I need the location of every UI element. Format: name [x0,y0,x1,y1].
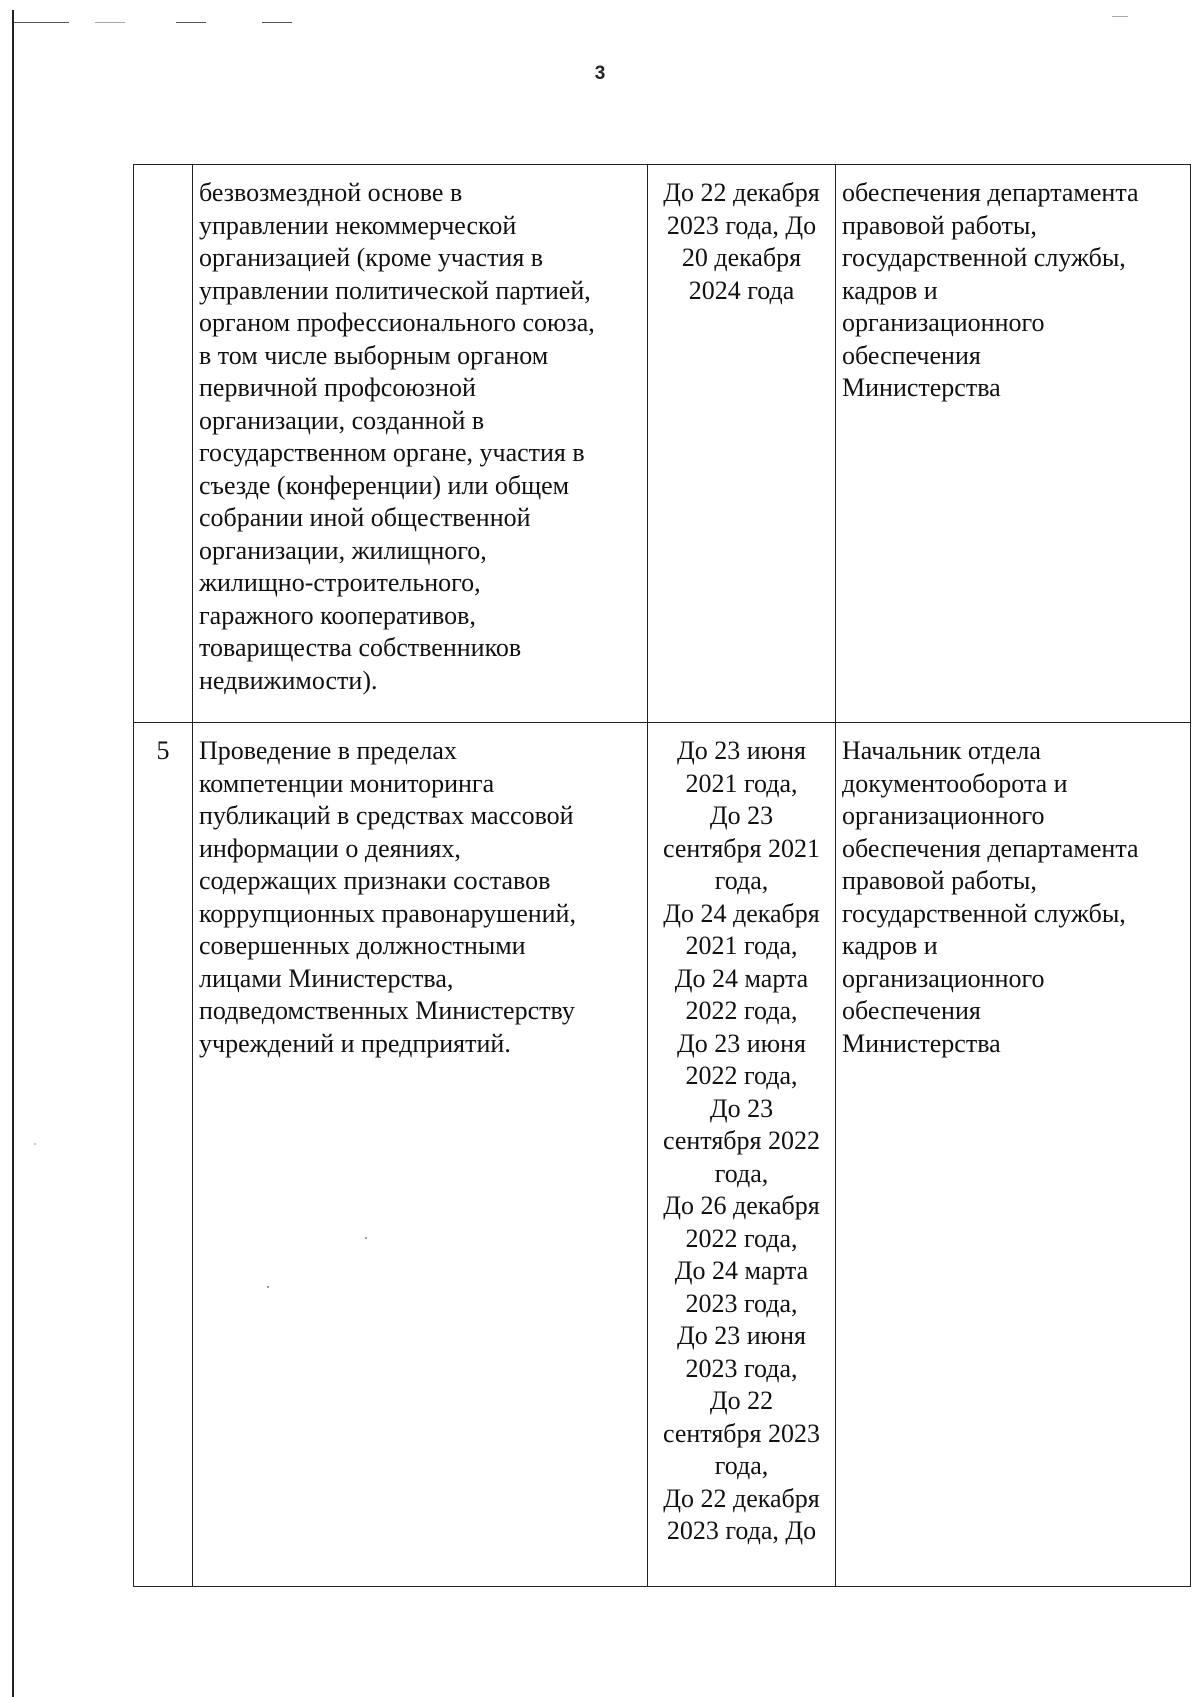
description-line: съезде (конференции) или общем [199,470,570,500]
deadline-line: 2024 года [688,275,795,305]
responsible-line: Министерства [842,373,1001,402]
row-number-cell: 5 [134,723,193,1587]
description-line: жилищно-строительного, [199,568,481,597]
description-line: государственном органе, участия в [199,438,585,467]
deadline-line: года, [714,1158,769,1188]
deadline-line: сентября 2022 [663,1126,820,1155]
deadline-line: До 23 июня [677,736,806,765]
responsible-line: кадров и [842,931,938,960]
deadline-line: 2023 года, До [666,1516,817,1545]
responsible-line: организационного [842,963,1045,993]
responsible-line: Министерства [842,1028,1001,1058]
responsible-cell [836,723,1191,1587]
deadline-line: 2022 года, [685,1223,798,1253]
deadline-line: До 23 [709,1093,774,1123]
description-cell [193,165,648,723]
description-line: гаражного кооперативов, [199,600,476,630]
page-number: 3 [594,63,606,84]
deadline-line: года, [714,866,769,895]
responsible-line: документооборота и [842,768,1068,798]
deadline-cell [648,165,836,723]
deadline-line: 2022 года, [685,996,798,1025]
scan-speck [34,1143,36,1145]
responsible-line: обеспечения [842,340,981,370]
deadline-line: 2023 года, [685,1353,798,1383]
responsible-line: организационного [842,801,1045,830]
responsible-line: правовой работы, [842,210,1037,240]
scan-top-mark [1112,16,1128,17]
description-cell [193,723,648,1587]
description-line: организацией (кроме участия в [199,243,544,272]
description-line: собрании иной общественной [199,503,531,532]
deadline-line: До 22 декабря [663,178,820,207]
responsible-line: обеспечения [842,996,981,1025]
description-line: учреждений и предприятий. [199,1028,511,1058]
description-line: содержащих признаки составов [199,866,551,895]
description-line: публикаций в средствах массовой [199,801,574,830]
description-line: Проведение в пределах [199,736,457,765]
deadline-line: До 24 марта [674,1256,809,1285]
table-row [134,165,1191,723]
scan-left-edge [12,10,14,1697]
deadline-line: сентября 2023 [663,1418,820,1448]
description-line: в том числе выборным органом [199,340,549,370]
measures-table [133,164,1191,1587]
description-line: организации, созданной в [199,405,485,435]
description-line: управлении политической партией, [199,275,591,305]
responsible-line: организационного [842,308,1045,337]
description-line: безвозмездной основе в [199,178,463,207]
row-number-cell [134,165,193,723]
deadline-line: года, [714,1451,769,1480]
deadline-line: 2023 года, До [666,210,817,240]
description-line: подведомственных Министерству [199,996,575,1025]
responsible-line: государственной службы, [842,243,1126,272]
deadline-line: До 24 декабря [663,898,820,928]
deadline-line: 2022 года, [685,1061,798,1090]
description-line: компетенции мониторинга [199,768,495,798]
deadline-line: До 23 июня [677,1028,806,1058]
description-line: товарищества собственников [199,633,522,662]
deadline-line: 20 декабря [681,243,802,272]
responsible-line: правовой работы, [842,866,1037,895]
description-line: лицами Министерства, [199,963,454,993]
responsible-cell [836,165,1191,723]
deadline-line: 2021 года, [685,931,798,960]
deadline-line: До 26 декабря [663,1191,820,1220]
description-line: совершенных должностными [199,931,526,960]
description-line: информации о деяниях, [199,833,461,863]
deadline-line: До 23 [709,801,774,830]
description-line: организации, жилищного, [199,535,487,565]
scan-top-mark [262,22,292,23]
responsible-line: государственной службы, [842,898,1126,928]
deadline-line: До 23 июня [677,1321,806,1350]
deadline-line: До 24 марта [674,963,809,993]
responsible-line: обеспечения департамента [842,833,1139,863]
scan-top-mark [14,22,69,23]
responsible-line: обеспечения департамента [842,178,1139,207]
responsible-line: Начальник отдела [842,736,1041,765]
description-line: недвижимости). [199,665,378,695]
deadline-line: 2021 года, [685,768,798,798]
description-line: коррупционных правонарушений, [199,898,576,928]
scan-top-mark [95,22,125,23]
deadline-line: До 22 [709,1386,774,1415]
table-row [134,723,1191,1587]
description-line: органом профессионального союза, [199,308,595,337]
scan-top-mark [176,22,206,23]
deadline-line: 2023 года, [685,1288,798,1318]
description-line: первичной профсоюзной [199,373,476,402]
deadline-line: До 22 декабря [663,1483,820,1513]
responsible-line: кадров и [842,275,938,305]
description-line: управлении некоммерческой [199,210,517,240]
deadline-cell [648,723,836,1587]
deadline-line: сентября 2021 [663,833,820,863]
